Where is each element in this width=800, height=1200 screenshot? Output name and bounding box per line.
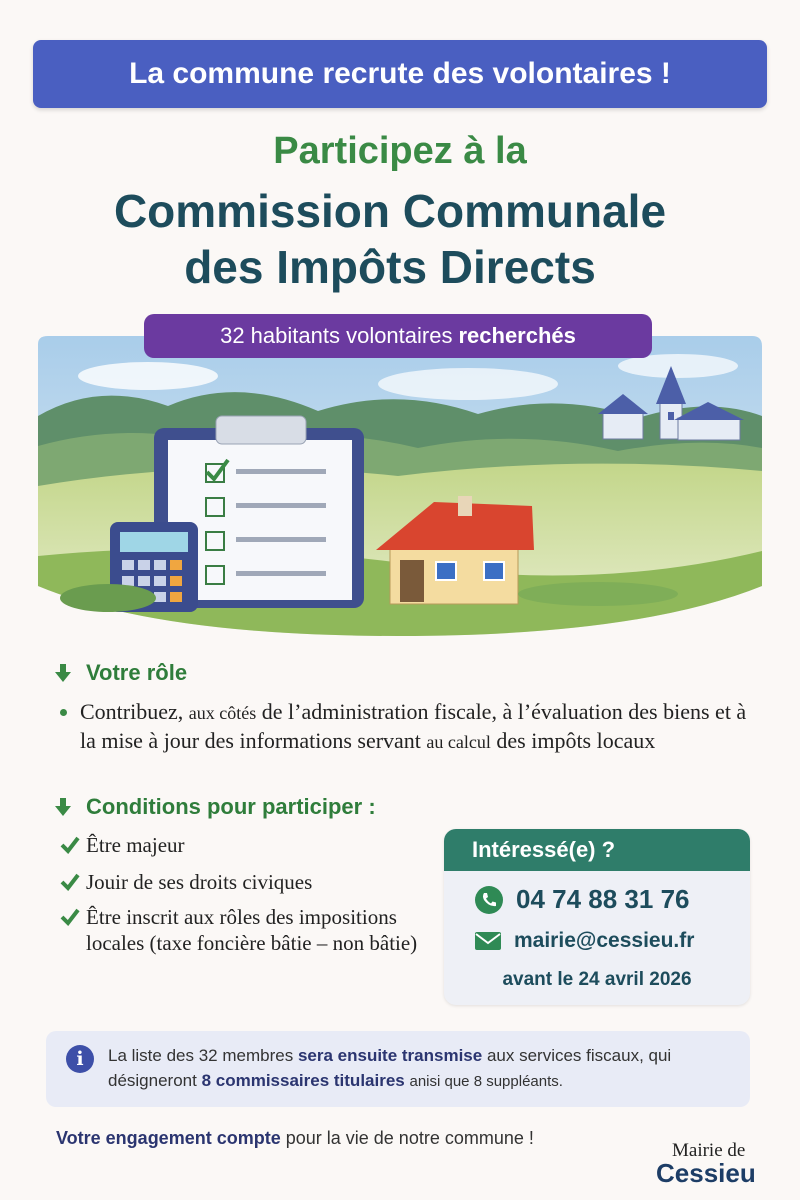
role-text-c: de l’administration fiscale, à l’évaluation des biens et à la mise à jour des informations servant: [80, 699, 747, 753]
pill-emphasis: recherchés: [458, 323, 576, 348]
info-box: [46, 1031, 750, 1107]
arrow-down-icon: [52, 796, 74, 818]
role-text-d: au calcul: [426, 732, 491, 752]
info-b2: ensuite transmise: [337, 1046, 483, 1065]
contact-heading: Intéressé(e) ?: [444, 829, 750, 871]
deadline-text: avant le 24 avril 2026: [502, 969, 692, 990]
phone-icon: [474, 885, 504, 915]
info-t1: La liste des 32 membres: [108, 1046, 294, 1065]
info-b3: 8 commissaires titulaires: [201, 1071, 405, 1090]
condition-item: [60, 869, 440, 895]
check-icon: [60, 836, 80, 854]
town-name: Cessieu: [656, 1158, 756, 1188]
check-icon: [60, 908, 80, 926]
recruitment-banner: [33, 40, 767, 108]
condition-text: Être inscrit aux rôles des impositions locales (taxe foncière bâtie – non bâtie): [86, 905, 418, 955]
bullet-icon: [60, 709, 67, 716]
village-illustration: [38, 336, 762, 648]
info-b1: sera: [297, 1046, 333, 1065]
footer-rest: pour la vie de notre commune !: [285, 1128, 534, 1148]
role-description: [60, 698, 760, 756]
condition-text: Être majeur: [86, 833, 185, 857]
volunteers-pill: [144, 314, 652, 358]
mairie-label: Mairie de: [672, 1140, 746, 1161]
check-icon: [60, 873, 80, 891]
role-heading-text: Votre rôle: [86, 660, 188, 685]
role-text-b: aux côtés: [188, 703, 257, 723]
arrow-down-icon: [52, 662, 74, 684]
email-address[interactable]: mairie@cessieu.fr: [514, 929, 695, 952]
footer-tagline: [56, 1128, 534, 1149]
info-t3: anisi que 8 suppléants.: [409, 1073, 563, 1090]
conditions-heading-text: Conditions pour participer :: [86, 794, 376, 819]
info-icon: i: [66, 1045, 94, 1073]
email-row[interactable]: [474, 929, 694, 953]
title-line-2: Commission Communale: [113, 185, 667, 237]
condition-item: [60, 832, 440, 858]
pill-text: 32 habitants volontaires: [220, 323, 453, 348]
footer-bold: Votre engagement compte: [56, 1128, 281, 1148]
role-heading: [52, 660, 187, 686]
role-text-a: Contribuez,: [80, 699, 184, 724]
condition-text: Jouir de ses droits civiques: [86, 870, 313, 894]
title-line-1: Participez à la: [273, 130, 527, 172]
phone-number[interactable]: 04 74 88 31 76: [516, 884, 690, 914]
title-line-3: des Impôts Directs: [184, 241, 596, 293]
info-text: [108, 1043, 738, 1094]
phone-row[interactable]: [474, 884, 690, 915]
condition-item: [60, 904, 430, 956]
mail-icon: [474, 931, 502, 951]
info-t2: aux services fiscaux, qui désigneront: [108, 1046, 672, 1090]
banner-text: La commune recrute des volontaires !: [129, 57, 671, 90]
conditions-heading: [52, 794, 376, 820]
role-text-e: des impôts locaux: [496, 728, 656, 753]
contact-card: [444, 829, 750, 1005]
